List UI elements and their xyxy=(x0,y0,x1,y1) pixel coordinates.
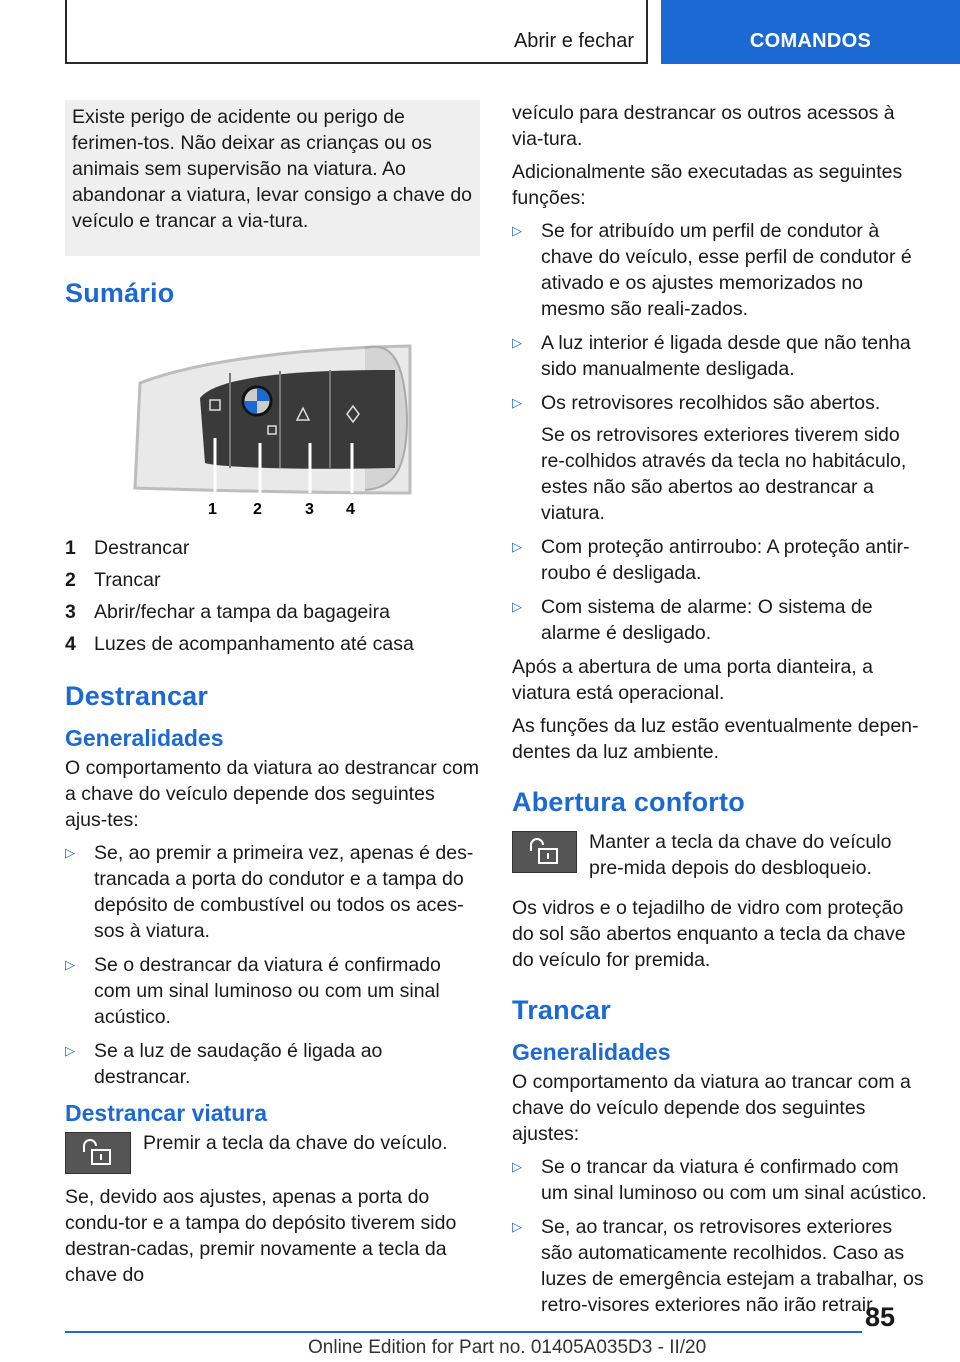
bullet-triangle-icon: ▷ xyxy=(512,599,522,614)
abertura-conforto-heading: Abertura conforto xyxy=(512,787,745,817)
legend-num: 2 xyxy=(65,569,76,591)
figure-label-2: 2 xyxy=(253,501,262,518)
legend-text: Luzes de acompanhamento até casa xyxy=(94,633,414,655)
operational-para: Após a abertura de uma porta dianteira, a viatura está operacional. xyxy=(512,656,873,704)
icon-instruction-text: Manter a tecla da chave do veículo pre-mida depois do desbloqueio. xyxy=(589,831,892,879)
icon-instruction xyxy=(65,1130,480,1174)
figure-label-1: 1 xyxy=(208,501,217,518)
list-item: ▷ A luz interior é ligada desde que não tenha sido manualmente desligada. xyxy=(512,332,911,380)
generalidades-heading: Generalidades xyxy=(65,725,224,751)
bullet-triangle-icon: ▷ xyxy=(65,845,75,860)
list-item: ▷ Se o trancar da viatura é confirmado com um sinal luminoso ou com um sinal acústico. xyxy=(512,1156,927,1204)
list-item: ▷ Se, ao premir a primeira vez, apenas é des-trancada a porta do condutor e a tampa do depósito de combustível ou todos os aces-sos à viatura. xyxy=(65,842,474,942)
figure-legend xyxy=(65,535,480,657)
destrancar-bullets xyxy=(65,840,480,1090)
legend-text: Trancar xyxy=(94,569,161,591)
trancar-bullets xyxy=(512,1154,927,1318)
bullet-triangle-icon: ▷ xyxy=(512,1159,522,1174)
destrancar-heading: Destrancar xyxy=(65,681,209,711)
bullet-triangle-icon: ▷ xyxy=(65,957,75,972)
warning-text: Existe perigo de acidente ou perigo de ferimen-tos. Não deixar as crianças ou os animais sem supervisão na viatura. Ao abandonar a viatura, levar consigo a chave do veículo e trancar a via-tura. xyxy=(72,106,473,232)
warning-box xyxy=(65,100,480,256)
bullet-triangle-icon: ▷ xyxy=(512,539,522,554)
list-item: ▷ Se o destrancar da viatura é confirmado com um sinal luminoso ou com um sinal acústico. xyxy=(65,954,441,1028)
legend-text: Destrancar xyxy=(94,537,190,559)
bullet-triangle-icon: ▷ xyxy=(512,395,522,410)
header-section-title: Abrir e fechar xyxy=(513,30,634,52)
sumario-heading: Sumário xyxy=(65,278,175,308)
list-item: ▷ Se, ao trancar, os retrovisores exteriores são automaticamente recolhidos. Caso as luzes de emergência estejam a trabalhar, os retro-visores exteriores não irão retrair. xyxy=(512,1216,924,1316)
key-fob-figure xyxy=(65,328,480,518)
header-section-tab xyxy=(65,0,648,64)
destrancar-viatura-heading: Destrancar viatura xyxy=(65,1100,267,1126)
list-item: ▷ Se for atribuído um perfil de condutor à chave do veículo, esse perfil de condutor é ativado e os ajustes memorizados no mesmo são reali-zados. xyxy=(512,220,912,320)
list-item: ▷ Se a luz de saudação é ligada ao destrancar. xyxy=(65,1040,383,1088)
bullet-triangle-icon: ▷ xyxy=(512,223,522,238)
unlock-padlock-icon xyxy=(65,1132,131,1174)
bullet-triangle-icon: ▷ xyxy=(512,1219,522,1234)
legend-num: 1 xyxy=(65,537,76,559)
left-column xyxy=(65,100,480,1295)
destrancar-intro: O comportamento da viatura ao destrancar com a chave do veículo depende dos seguintes ajus-tes: xyxy=(65,757,480,831)
header-chapter-title: COMANDOS xyxy=(749,30,872,52)
trancar-intro: O comportamento da viatura ao trancar com a chave do veículo depende dos seguintes ajustes: xyxy=(512,1071,911,1145)
legend-num: 3 xyxy=(65,601,76,623)
legend-text: Abrir/fechar a tampa da bagageira xyxy=(94,601,390,623)
list-item: ▷ Com proteção antirroubo: A proteção antir-roubo é desligada. xyxy=(512,536,910,584)
header-chapter-tab xyxy=(661,0,960,64)
destrancar-viatura-para-cont: veículo para destrancar os outros acessos à via-tura. xyxy=(512,102,895,150)
page-number: 85 xyxy=(864,1302,895,1332)
functions-intro: Adicionalmente são executadas as seguintes funções: xyxy=(512,161,903,209)
figure-label-4: 4 xyxy=(346,501,355,518)
mirror-sub-note: Se os retrovisores exteriores tiverem sido re-colhidos através da tecla no habitáculo, estes não são abertos ao destrancar a viatura. xyxy=(541,424,907,524)
icon-instruction xyxy=(512,829,927,881)
list-item: ▷ Com sistema de alarme: O sistema de alarme é desligado. xyxy=(512,596,873,644)
bullet-triangle-icon: ▷ xyxy=(65,1043,75,1058)
trancar-heading: Trancar xyxy=(512,995,611,1025)
right-column xyxy=(512,100,927,1326)
list-item: ▷ Os retrovisores recolhidos são abertos. Se os retrovisores exteriores tiverem sido re-colhidos através da tecla no habitáculo, estes não são abertos ao destrancar a viatura. xyxy=(512,390,927,526)
unlock-padlock-icon xyxy=(512,831,577,873)
legend-num: 4 xyxy=(65,633,76,655)
bullet-triangle-icon: ▷ xyxy=(512,335,522,350)
figure-label-3: 3 xyxy=(305,501,314,518)
functions-bullets xyxy=(512,218,927,646)
conforto-para: Os vidros e o tejadilho de vidro com proteção do sol são abertos enquanto a tecla da chave do veículo for premida. xyxy=(512,897,906,971)
destrancar-viatura-para: Se, devido aos ajustes, apenas a porta do condu-tor e a tampa do depósito tiverem sido destran-cadas, premir novamente a tecla da chave do xyxy=(65,1186,457,1286)
footer-edition: Online Edition for Part no. 01405A035D3 - II/20 xyxy=(308,1337,707,1358)
light-functions-para: As funções da luz estão eventualmente depen-dentes da luz ambiente. xyxy=(512,715,919,763)
footer-divider xyxy=(65,1331,862,1333)
trancar-generalidades-heading: Generalidades xyxy=(512,1039,671,1065)
icon-instruction-text: Premir a tecla da chave do veículo. xyxy=(143,1132,448,1154)
